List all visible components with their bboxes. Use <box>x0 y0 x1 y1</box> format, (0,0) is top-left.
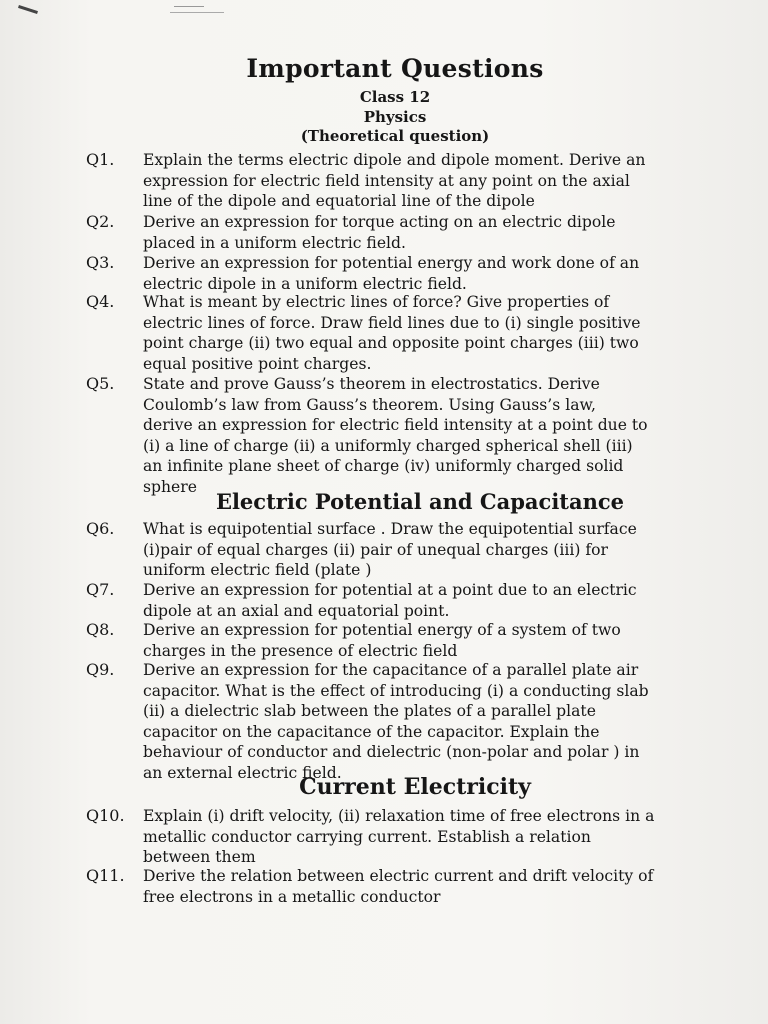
question-number: Q7. <box>86 580 115 599</box>
question-number: Q8. <box>86 620 115 639</box>
page-title: Important Questions <box>246 54 544 83</box>
question-line: (i) a line of charge (ii) a uniformly charged spherical shell (iii) <box>143 436 633 455</box>
question-number: Q11. <box>86 866 125 885</box>
question-text <box>143 620 703 661</box>
subject-label: Physics <box>363 108 427 126</box>
question-line: charges in the presence of electric field <box>143 641 458 660</box>
question-line: Derive an expression for potential at a point due to an electric <box>143 581 637 599</box>
question-line: capacitor. What is the effect of introducing (i) a conducting slab <box>143 681 649 700</box>
question-line: Derive the relation between electric current and drift velocity of <box>143 867 654 885</box>
question-text <box>143 660 703 783</box>
question-line: (ii) a dielectric slab between the plates of a parallel plate <box>143 702 596 720</box>
question-line: State and prove Gauss’s theorem in electrostatics. Derive <box>143 375 600 393</box>
section-heading-electric-potential: Electric Potential and Capacitance <box>215 489 625 514</box>
question-line: capacitor on the capacitance of the capacitor. Explain the <box>143 722 600 741</box>
question-line: Derive an expression for potential energy and work done of an <box>143 254 640 272</box>
pen-mark <box>170 12 224 13</box>
class-label: Class 12 <box>359 88 431 106</box>
question-number: Q4. <box>86 292 115 311</box>
question-line: line of the dipole and equatorial line of the dipole <box>143 192 535 210</box>
question-line: Explain the terms electric dipole and dipole moment. Derive an <box>143 151 646 169</box>
question-number: Q3. <box>86 253 115 272</box>
question-line: derive an expression for electric field intensity at a point due to <box>143 416 648 434</box>
question-line: uniform electric field (plate ) <box>143 561 372 579</box>
question-line: free electrons in a metallic conductor <box>143 887 441 906</box>
question-line: metallic conductor carrying current. Establish a relation <box>143 827 591 846</box>
question-line: behaviour of conductor and dielectric (non-polar and polar ) in <box>143 743 640 761</box>
question-number: Q1. <box>86 150 115 169</box>
question-line: Derive an expression for the capacitance of a parallel plate air <box>143 661 639 679</box>
question-line: equal positive point charges. <box>143 354 372 373</box>
question-line: electric lines of force. Draw field lines due to (i) single positive <box>143 313 641 332</box>
question-text <box>143 212 703 253</box>
question-line: What is meant by electric lines of force? Give properties of <box>143 293 610 311</box>
pen-mark <box>174 6 204 7</box>
question-type-label: (Theoretical question) <box>300 127 490 145</box>
question-line: an infinite plane sheet of charge (iv) uniformly charged solid <box>143 457 624 475</box>
question-number: Q10. <box>86 806 125 825</box>
question-text <box>143 150 703 212</box>
question-line: What is equipotential surface . Draw the equipotential surface <box>143 520 637 538</box>
question-text <box>143 866 703 907</box>
question-number: Q2. <box>86 212 115 231</box>
question-line: between them <box>143 848 256 866</box>
question-text <box>143 292 703 374</box>
question-line: Derive an expression for potential energy of a system of two <box>143 621 621 639</box>
question-line: an external electric field. <box>143 763 342 782</box>
question-line: Explain (i) drift velocity, (ii) relaxation time of free electrons in a <box>143 807 655 825</box>
question-line: electric dipole in a uniform electric field. <box>143 274 467 293</box>
question-text <box>143 253 703 294</box>
question-line: sphere <box>143 477 197 496</box>
question-number: Q6. <box>86 519 115 538</box>
question-line: (i)pair of equal charges (ii) pair of unequal charges (iii) for <box>143 540 609 559</box>
question-line: Derive an expression for torque acting on an electric dipole <box>143 213 616 231</box>
question-line: point charge (ii) two equal and opposite point charges (iii) two <box>143 334 639 352</box>
question-line: expression for electric field intensity at any point on the axial <box>143 171 630 190</box>
question-number: Q5. <box>86 374 115 393</box>
question-text <box>143 374 703 497</box>
pen-mark <box>18 5 38 14</box>
question-text <box>143 580 703 621</box>
question-number: Q9. <box>86 660 115 679</box>
question-line: dipole at an axial and equatorial point. <box>143 601 450 620</box>
section-heading-current-electricity: Current Electricity <box>299 774 531 800</box>
question-line: placed in a uniform electric field. <box>143 233 406 252</box>
question-text <box>143 806 703 868</box>
question-text <box>143 519 703 581</box>
question-line: Coulomb’s law from Gauss’s theorem. Using Gauss’s law, <box>143 395 596 414</box>
